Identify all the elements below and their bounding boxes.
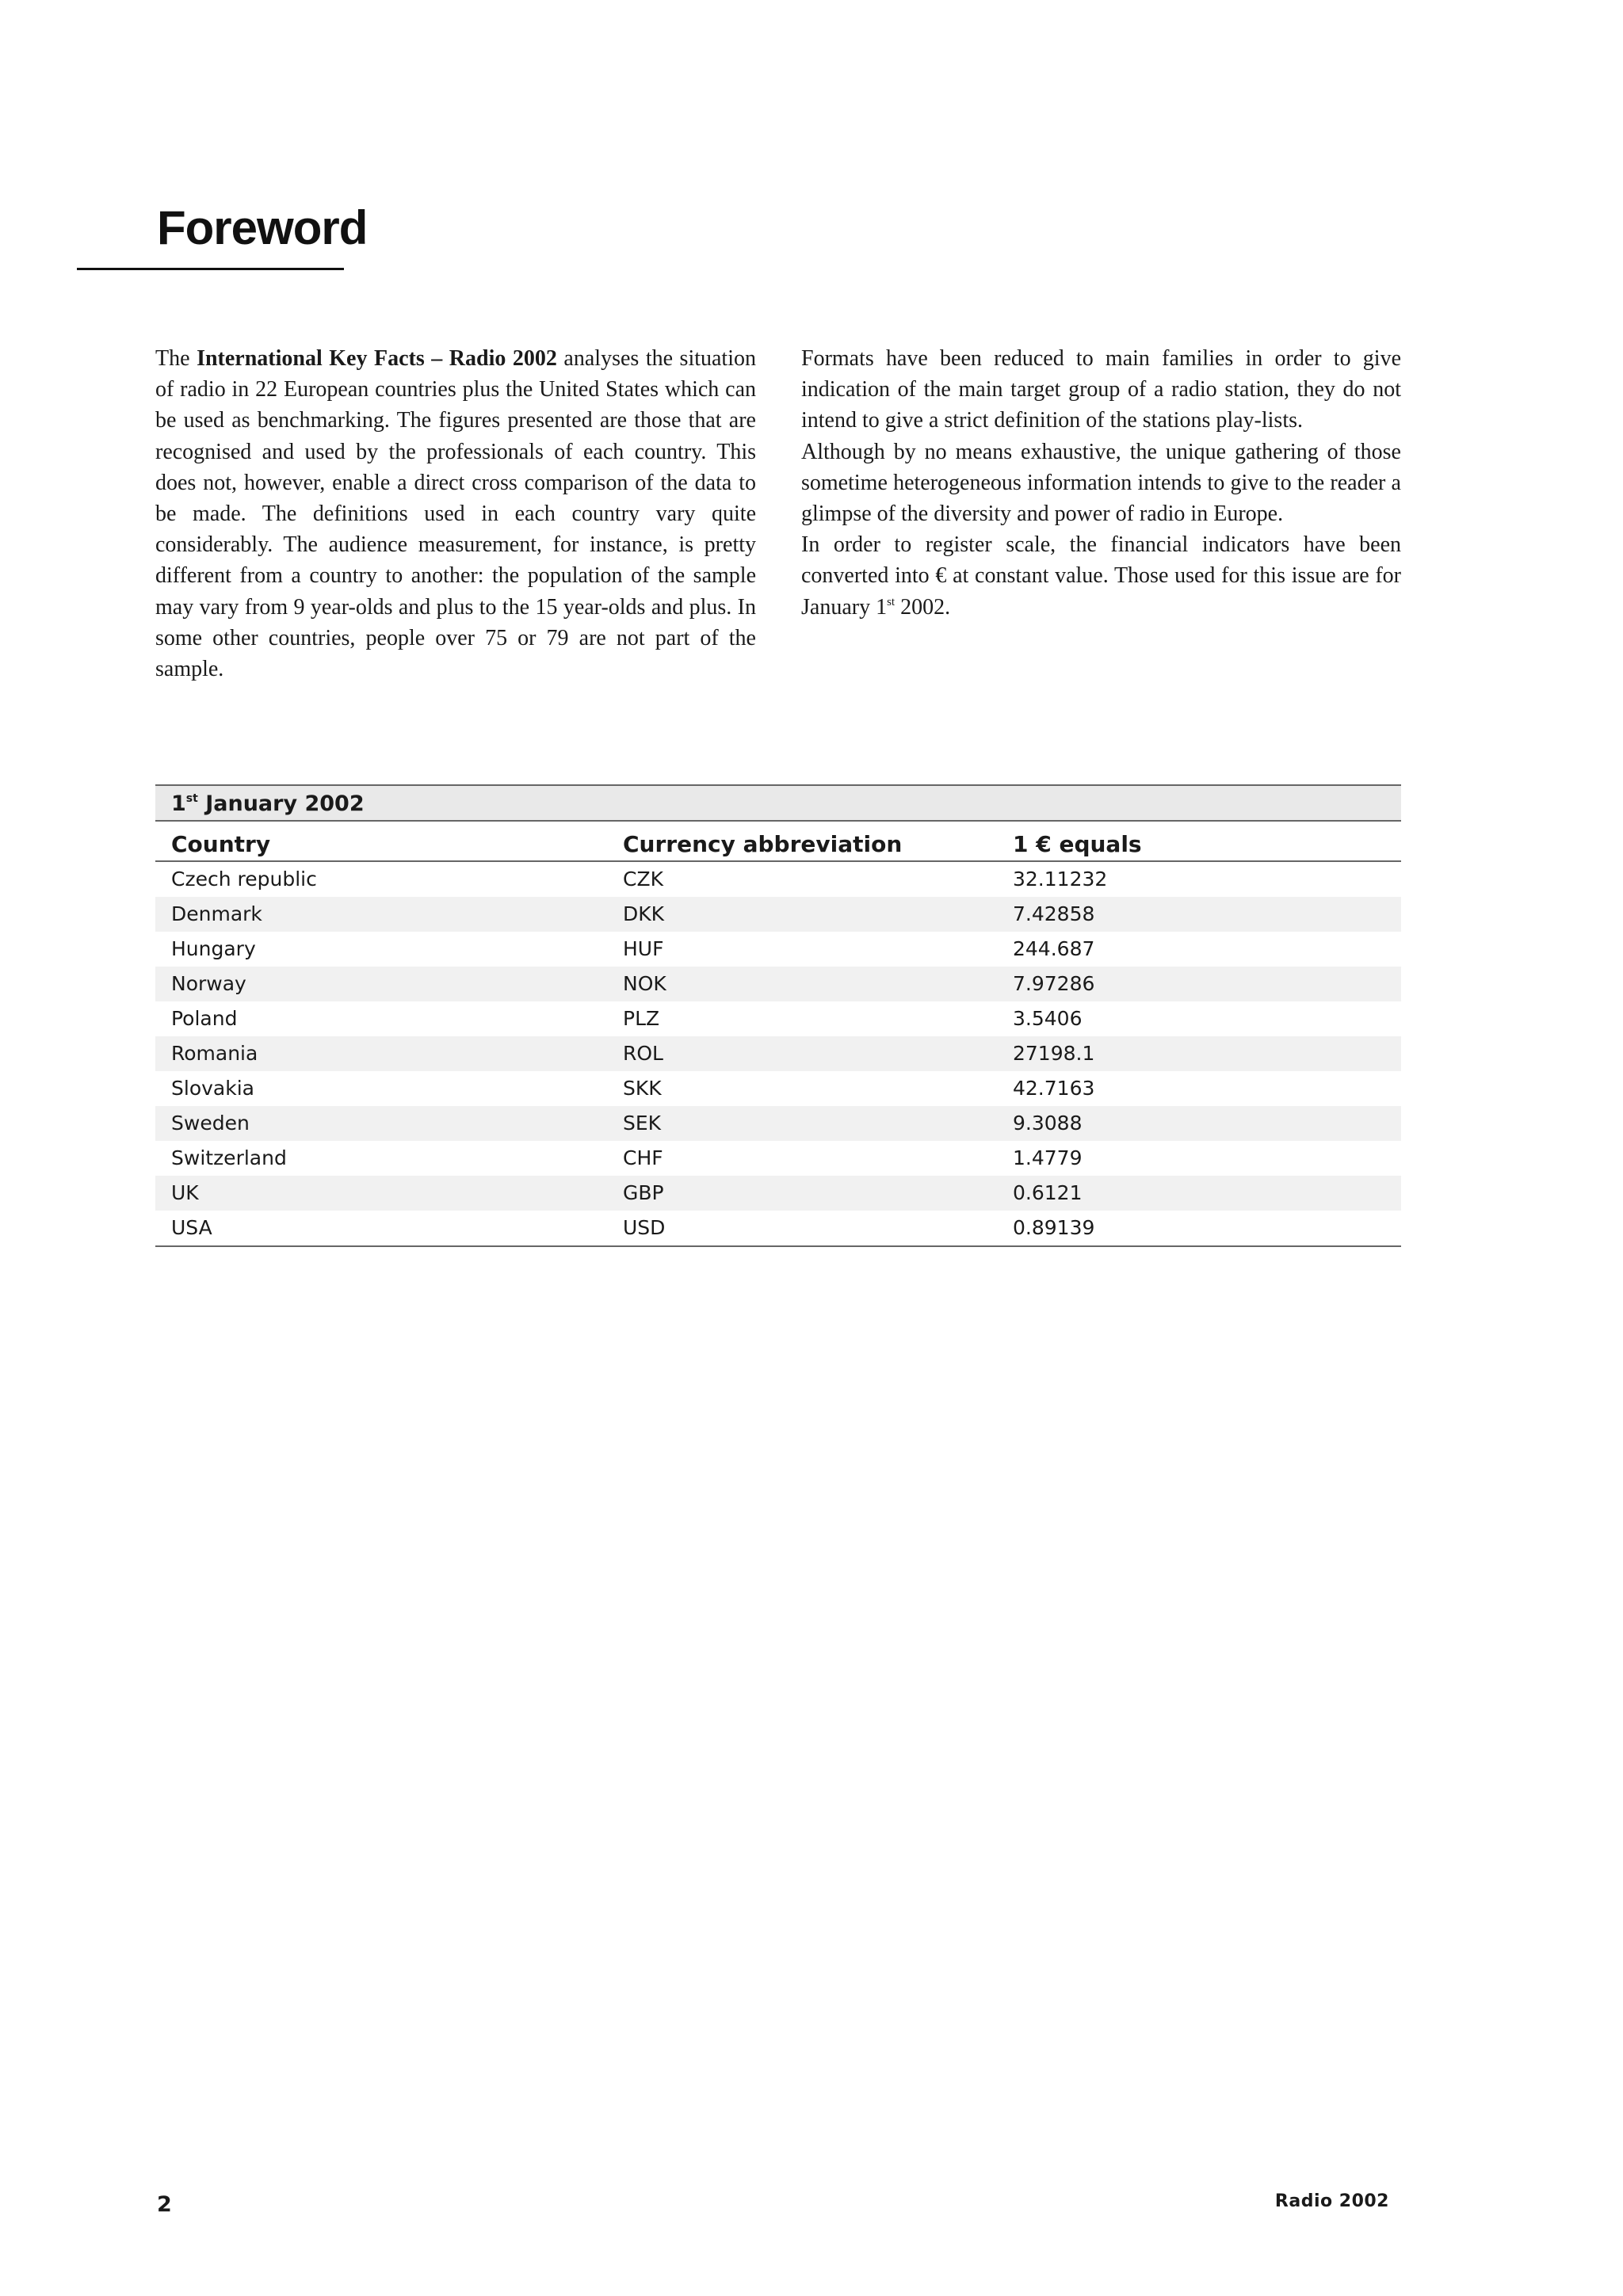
rate-cell: 42.7163 [1013, 1077, 1095, 1100]
country-cell: Sweden [155, 1106, 607, 1141]
rate-cell: 0.6121 [997, 1176, 1401, 1211]
ordinal-suffix: st [887, 595, 896, 608]
title-underline [77, 268, 344, 270]
country-cell: Romania [155, 1036, 607, 1071]
date-ordinal-suffix: st [185, 792, 198, 805]
table-row [155, 967, 1401, 1001]
rate-cell: 32.11232 [1013, 868, 1108, 891]
country-cell: Denmark [155, 897, 607, 932]
table-row [155, 1141, 1401, 1176]
page-number: 2 [157, 2192, 172, 2217]
foreword-left-column [155, 343, 756, 685]
country-cell: Switzerland [171, 1146, 287, 1169]
currency-code-cell: USD [607, 1211, 997, 1246]
header-currency-abbreviation: Currency abbreviation [607, 822, 997, 861]
currency-code-cell: SEK [607, 1106, 997, 1141]
table-row [155, 897, 1401, 932]
currency-code-cell: CZK [623, 868, 663, 891]
paragraph-body: analyses the situation of radio in 22 European countries plus the United States which can be used as benchmarking. The figures presented are those that are recognised and used by the professionals of each country. This does not, however, enable a direct cross comparison of the data to be made. The definitions used in each country vary quite considerably. The audience measurement, for instance, is pretty different from a country to another: the population of the sample may vary from 9 year-olds and plus to the 15 year-olds and plus. In some other countries, people over 75 or 79 are not part of the sample. [155, 346, 756, 682]
header-country: Country [155, 822, 607, 861]
currency-code-cell: DKK [607, 897, 997, 932]
currency-code-cell: NOK [607, 967, 997, 1001]
rate-cell: 244.687 [1013, 937, 1095, 960]
country-cell: Czech republic [171, 868, 317, 891]
paragraph-lead: The [155, 346, 197, 371]
currency-paragraph-text: In order to register scale, the financial indicators have been converted into € at constant value. Those used for this issue are for January 1 [801, 532, 1401, 620]
country-cell: Hungary [171, 937, 256, 960]
rate-cell: 9.3088 [997, 1106, 1401, 1141]
currency-code-cell: ROL [607, 1036, 997, 1071]
publication-title: International Key Facts – Radio 2002 [197, 346, 557, 371]
foreword-right-column [801, 343, 1401, 623]
country-cell: UK [155, 1176, 607, 1211]
table-body [155, 861, 1401, 1246]
table-row [155, 1001, 1401, 1036]
table-head [155, 822, 1401, 861]
exchange-rate-table [155, 822, 1401, 1247]
rate-cell: 7.97286 [997, 967, 1401, 1001]
running-footer: Radio 2002 [1274, 2191, 1389, 2211]
currency-code-cell: SKK [623, 1077, 662, 1100]
diversity-paragraph: Although by no means exhaustive, the unique gathering of those sometime heterogeneous information intends to give to the reader a glimpse of the diversity and power of radio in Europe. [801, 439, 1401, 527]
rate-cell: 7.42858 [997, 897, 1401, 932]
currency-code-cell: PLZ [623, 1007, 660, 1030]
currency-paragraph [801, 529, 1401, 623]
country-cell: Slovakia [171, 1077, 254, 1100]
rate-cell: 0.89139 [997, 1211, 1401, 1246]
currency-code-cell: CHF [623, 1146, 663, 1169]
date-rest: January 2002 [197, 791, 365, 816]
table-date-header [155, 784, 1401, 822]
country-cell: Norway [155, 967, 607, 1001]
exchange-rate-table-block [155, 784, 1401, 1247]
date-day: 1 [171, 791, 186, 816]
table-row [155, 1106, 1401, 1141]
foreword-paragraph [155, 343, 756, 685]
country-cell: Poland [171, 1007, 238, 1030]
table-row [155, 932, 1401, 967]
table-row [155, 861, 1401, 897]
currency-code-cell: HUF [623, 937, 664, 960]
currency-paragraph-end: 2002. [895, 594, 951, 620]
rate-cell: 1.4779 [1013, 1146, 1083, 1169]
table-row [155, 1176, 1401, 1211]
country-cell: USA [155, 1211, 607, 1246]
formats-paragraph: Formats have been reduced to main families in order to give indication of the main target group of a radio station, they do not intend to give a strict definition of the stations play-lists. [801, 346, 1401, 433]
table-header-row [155, 822, 1401, 861]
header-euro-equals: 1 € equals [997, 822, 1401, 861]
page-title: Foreword [157, 201, 368, 254]
table-row [155, 1036, 1401, 1071]
currency-code-cell: GBP [607, 1176, 997, 1211]
table-row [155, 1211, 1401, 1246]
rate-cell: 3.5406 [1013, 1007, 1083, 1030]
rate-cell: 27198.1 [997, 1036, 1401, 1071]
table-row [155, 1071, 1401, 1106]
